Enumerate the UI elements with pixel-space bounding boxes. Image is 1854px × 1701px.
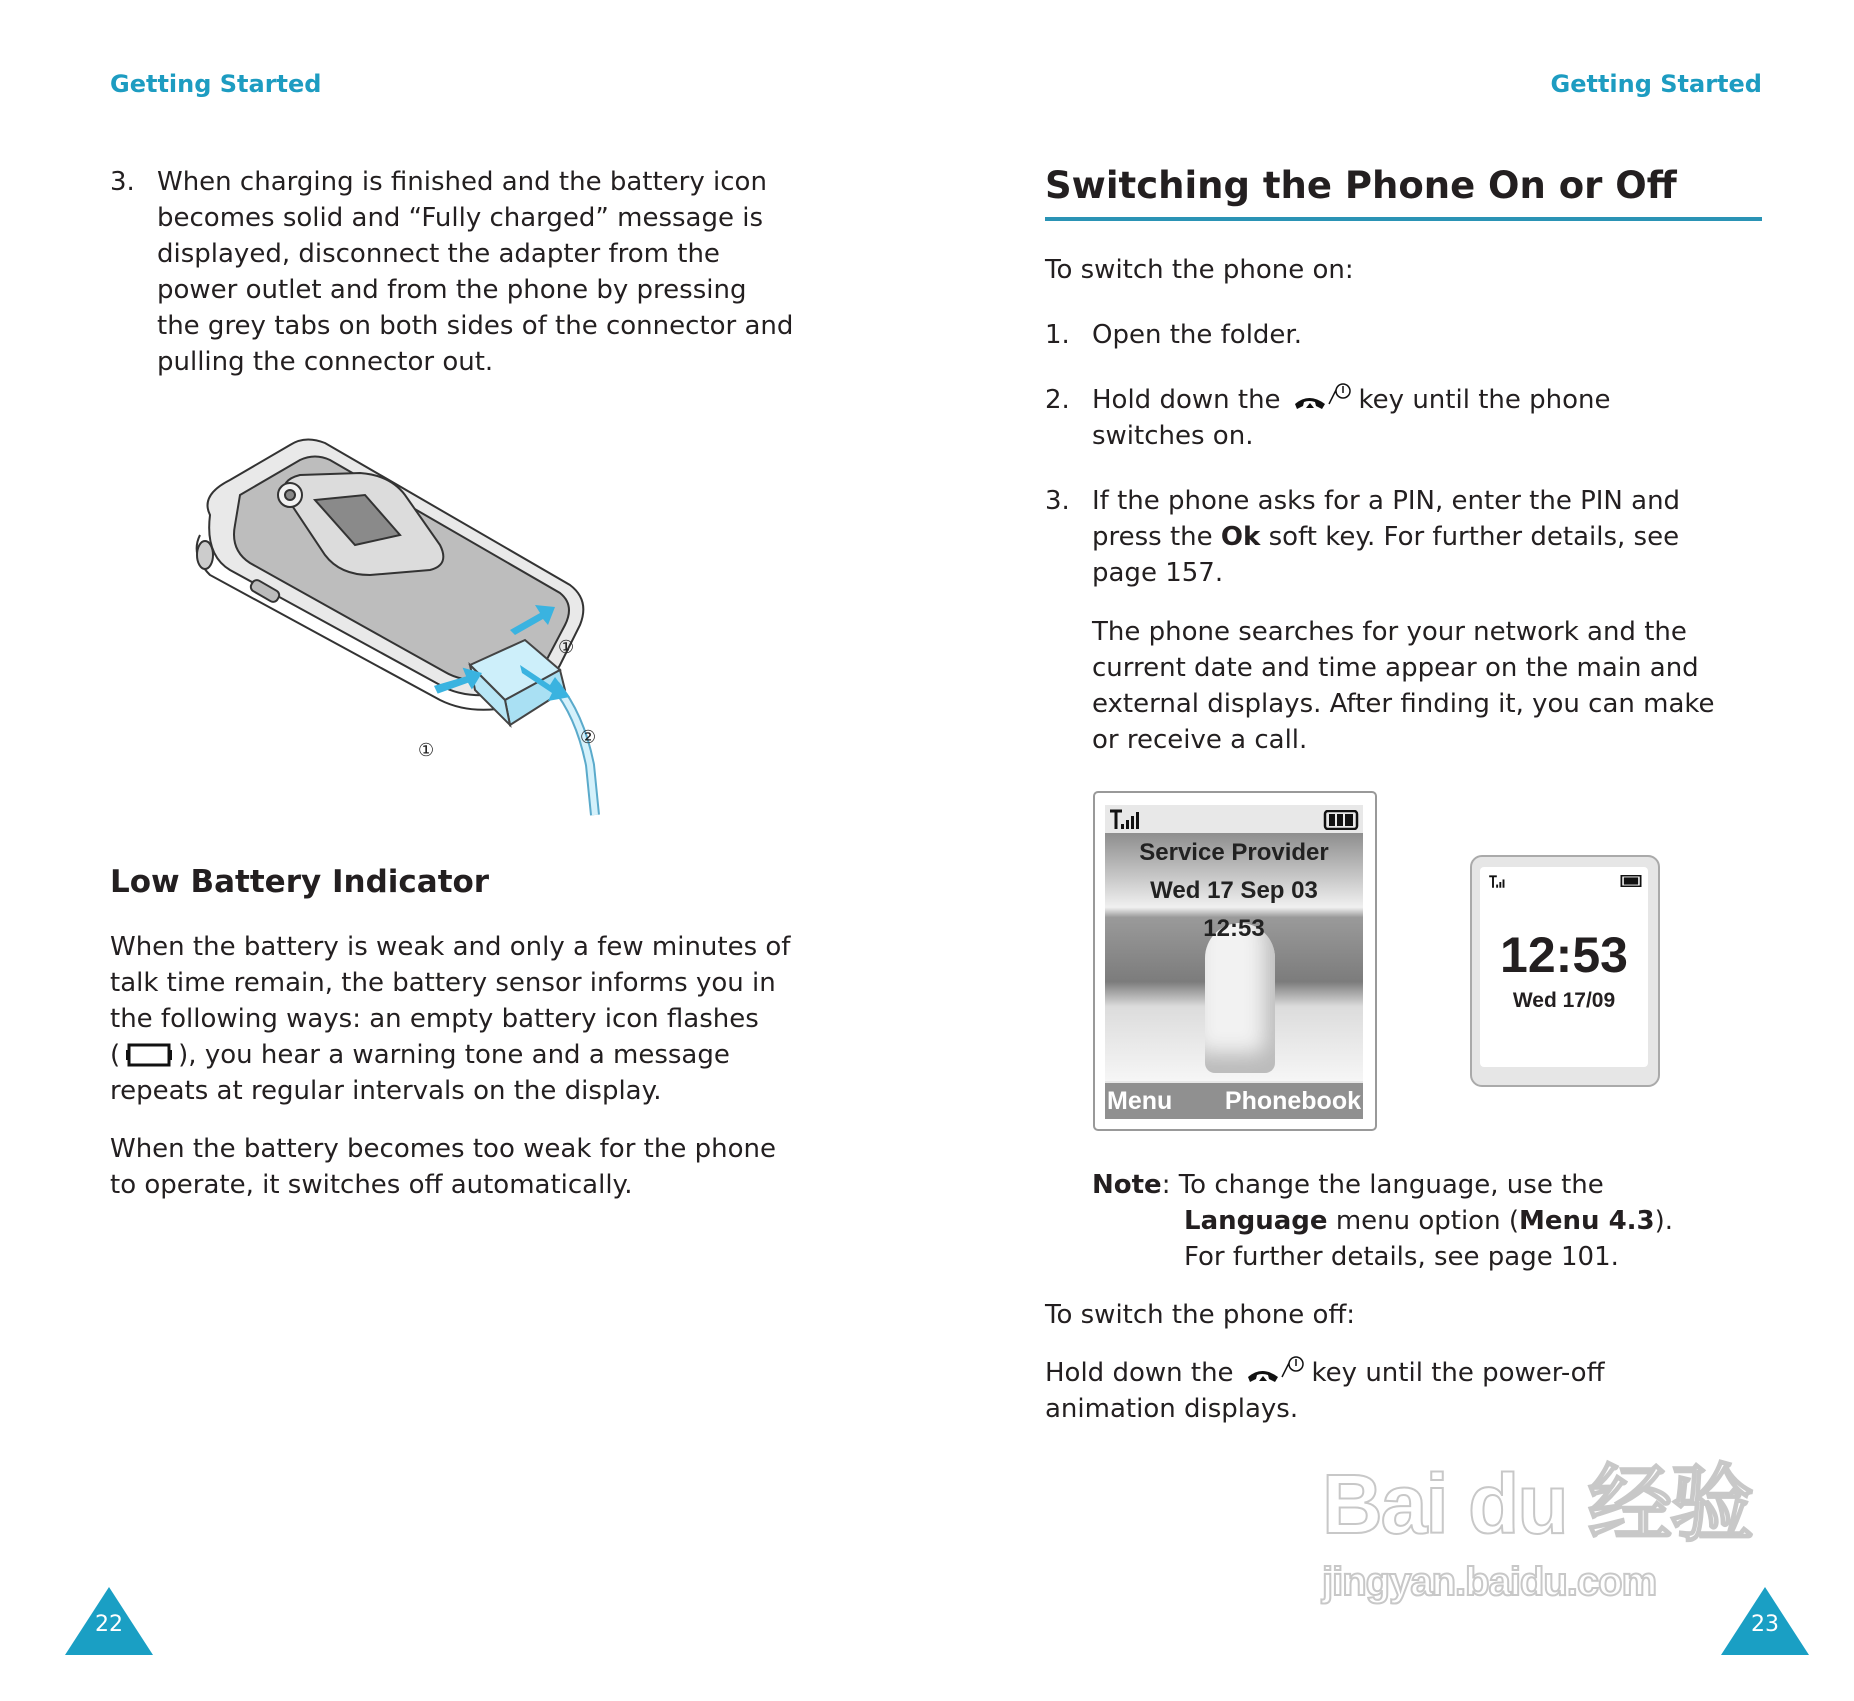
text-line: repeats at regular intervals on the display. (110, 1076, 662, 1106)
text-fragment: : To change the language, use the (1161, 1170, 1604, 1200)
title-underline (1045, 217, 1762, 221)
text-fragment: soft key. For further details, see (1268, 522, 1680, 552)
softkey-bar (1105, 1083, 1363, 1119)
date-text: Wed 17 Sep 03 (1150, 877, 1318, 904)
wallpaper-polar-bear (1105, 833, 1363, 1081)
callout-1: ① (558, 637, 575, 658)
text-line: or receive a call. (1092, 725, 1308, 755)
text-line: pulling the connector out. (157, 347, 494, 377)
signal-strength-icon (1488, 875, 1512, 889)
page-number-left: 22 (95, 1612, 123, 1637)
text-line: When the battery is weak and only a few minutes of (110, 932, 791, 962)
low-battery-paragraph-1 (110, 929, 790, 1109)
network-search-paragraph (1092, 614, 1715, 758)
phone-charger-disconnect-illustration (190, 435, 710, 825)
text-line: For further details, see page 101. (1184, 1242, 1619, 1272)
step-text: Open the folder. (1092, 320, 1302, 350)
text-fragment: Hold down the (1045, 1358, 1234, 1388)
text-fragment: key until the power-off (1311, 1358, 1605, 1388)
text-line: power outlet and from the phone by pressing (157, 275, 747, 305)
page-number-right: 23 (1751, 1612, 1779, 1637)
external-time: 12:53 (1500, 927, 1628, 983)
battery-full-icon (1620, 875, 1642, 887)
page-title: Switching the Phone On or Off (1045, 164, 1677, 207)
running-header-right: Getting Started (1550, 70, 1762, 98)
text-line: talk time remain, the battery sensor informs you in (110, 968, 776, 998)
text-line: becomes solid and “Fully charged” message is (157, 203, 764, 233)
step-3-charging (110, 164, 793, 380)
text-line: The phone searches for your network and the (1092, 617, 1687, 647)
text-fragment: key until the phone (1358, 385, 1611, 415)
running-header-left: Getting Started (110, 70, 322, 98)
language-option-label: Language (1184, 1206, 1328, 1236)
text-fragment: ). (1654, 1206, 1674, 1236)
switch-off-intro: To switch the phone off: (1045, 1300, 1356, 1330)
text-line: external displays. After finding it, you can make (1092, 689, 1715, 719)
baidu-watermark-url: jingyan.baidu.com (1322, 1560, 1657, 1604)
text-line: page 157. (1092, 558, 1224, 588)
text-fragment: press the (1092, 522, 1213, 552)
signal-strength-icon (1109, 809, 1145, 831)
main-display-illustration (1093, 791, 1377, 1131)
note-label: Note (1092, 1170, 1162, 1200)
power-end-key-icon (1289, 382, 1351, 414)
external-display-illustration (1470, 855, 1660, 1087)
section-heading-low-battery: Low Battery Indicator (110, 864, 490, 900)
text-line: the grey tabs on both sides of the connector and (157, 311, 794, 341)
text-fragment: ), you hear a warning tone and a message (178, 1040, 730, 1070)
service-provider-text: Service Provider (1139, 839, 1329, 866)
text-fragment: Hold down the (1092, 385, 1281, 415)
switch-on-intro: To switch the phone on: (1045, 255, 1354, 285)
step-number: 1. (1045, 320, 1070, 350)
text-fragment: menu option ( (1335, 1206, 1519, 1236)
callout-1: ① (418, 740, 435, 761)
power-end-key-icon (1242, 1355, 1304, 1387)
callout-2: ② (580, 727, 597, 748)
text-line: When charging is finished and the battery icon (157, 167, 767, 197)
empty-battery-icon (126, 1043, 172, 1067)
softkey-menu: Menu (1107, 1087, 1173, 1115)
text-line: the following ways: an empty battery icon flashes (110, 1004, 759, 1034)
text-fragment: ( (110, 1040, 121, 1070)
text-line: switches on. (1092, 421, 1254, 451)
switch-off-instruction (1045, 1355, 1605, 1427)
battery-full-icon (1323, 810, 1359, 830)
time-text: 12:53 (1203, 915, 1265, 942)
low-battery-paragraph-2 (110, 1131, 776, 1203)
external-date: Wed 17/09 (1512, 989, 1616, 1012)
step-1 (1045, 317, 1302, 353)
language-note (1092, 1167, 1673, 1275)
ok-softkey-label: Ok (1220, 522, 1261, 552)
step-number: 3. (1045, 486, 1070, 516)
step-number: 3. (110, 167, 135, 197)
text-line: current date and time appear on the main and (1092, 653, 1699, 683)
text-line: animation displays. (1045, 1394, 1299, 1424)
text-line: When the battery becomes too weak for the phone (110, 1134, 776, 1164)
softkey-phonebook: Phonebook (1224, 1087, 1361, 1115)
text-line: If the phone asks for a PIN, enter the PIN and (1092, 486, 1681, 516)
text-line: to operate, it switches off automatically. (110, 1170, 633, 1200)
step-2 (1045, 382, 1611, 454)
step-3-pin (1045, 483, 1680, 591)
menu-number: Menu 4.3 (1518, 1206, 1655, 1236)
text-line: displayed, disconnect the adapter from the (157, 239, 720, 269)
baidu-watermark-logo: Bai du 经验 (1322, 1457, 1753, 1551)
step-number: 2. (1045, 385, 1070, 415)
